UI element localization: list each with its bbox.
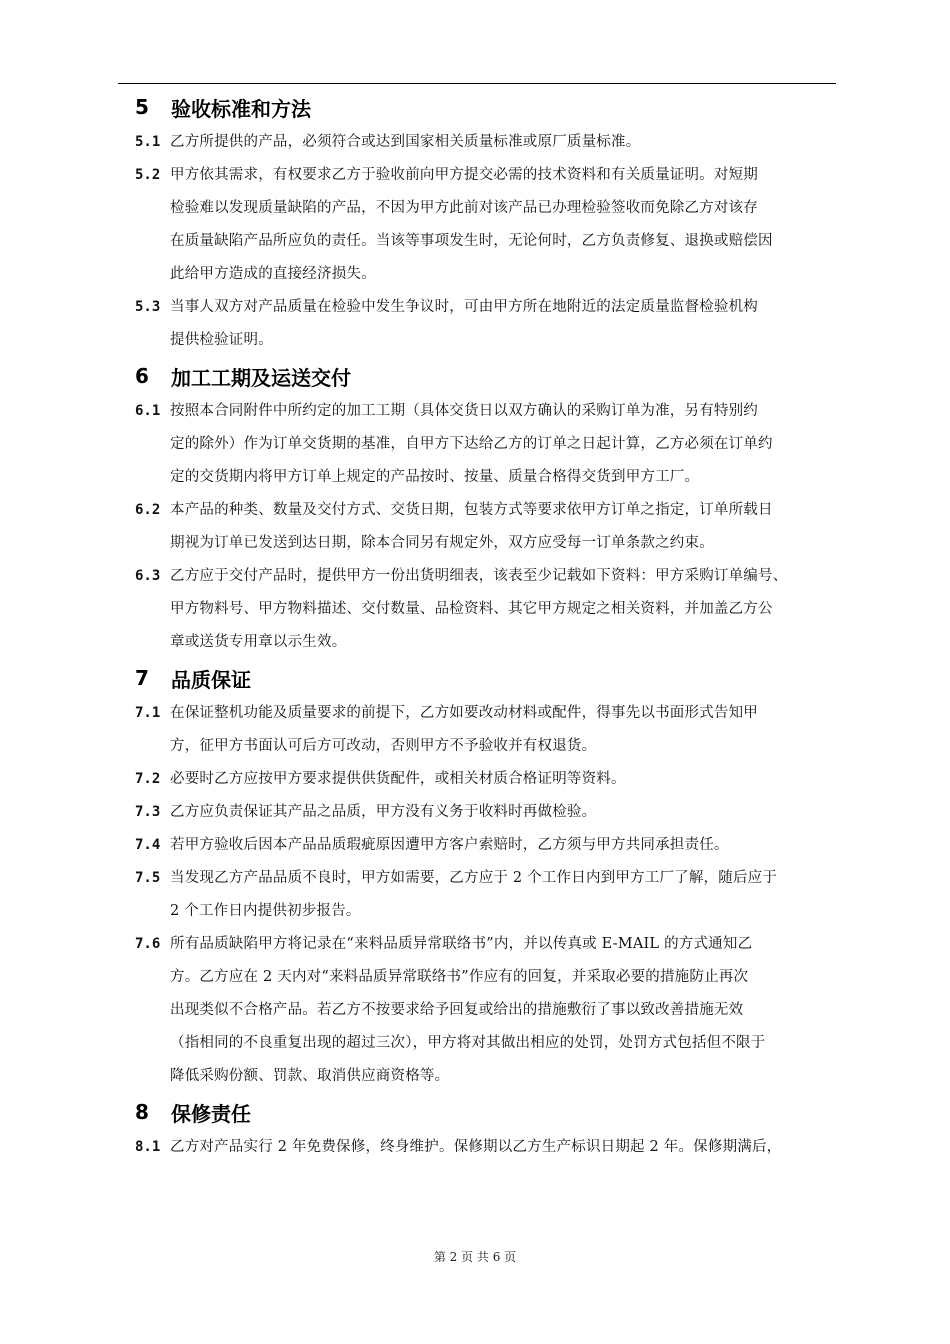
section-title: 保修责任 <box>171 1101 251 1126</box>
clause-line: 乙方对产品实行 2 年免费保修，终身维护。保修期以乙方生产标识日期起 2 年。保修期满后， <box>170 1139 782 1155</box>
clause <box>135 395 840 494</box>
clause-line: 按照本合同附件中所约定的加工工期（具体交货日以双方确认的采购订单为准，另有特别约 <box>170 403 758 419</box>
clause-text <box>170 763 840 796</box>
clause-line: 检验难以发现质量缺陷的产品，不因为甲方此前对该产品已办理检验签收而免除乙方对该存 <box>170 200 758 216</box>
clause-line: 在质量缺陷产品所应负的责任。当该等事项发生时，无论何时，乙方负责修复、退换或赔偿因 <box>170 233 773 249</box>
clause-line: 所有品质缺陷甲方将记录在“来料品质异常联络书”内，并以传真或 E-MAIL 的方式通知乙 <box>170 936 753 952</box>
clause-number: 5.3 <box>135 299 161 315</box>
clause-number: 7.1 <box>135 705 161 721</box>
section-title: 品质保证 <box>171 667 251 692</box>
clause-text <box>170 796 840 829</box>
clause <box>135 126 840 159</box>
clause-line: 章或送货专用章以示生效。 <box>170 634 347 650</box>
clause-text <box>170 291 840 357</box>
clause-text <box>170 697 840 763</box>
clause-line: 2 个工作日内提供初步报告。 <box>170 903 361 919</box>
clause-number: 7.5 <box>135 870 161 886</box>
clause-line: 乙方应于交付产品时，提供甲方一份出货明细表，该表至少记载如下资料：甲方采购订单编号、 <box>170 568 788 584</box>
document-body <box>135 88 840 1164</box>
clause-line: （指相同的不良重复出现的超过三次），甲方将对其做出相应的处罚，处罚方式包括但不限于 <box>170 1035 766 1051</box>
clause-text <box>170 395 840 494</box>
section-number: 5 <box>135 95 149 119</box>
clause-line: 方，征甲方书面认可后方可改动，否则甲方不予验收并有权退货。 <box>170 738 597 754</box>
clause <box>135 763 840 796</box>
clause-text <box>170 494 840 560</box>
clause <box>135 862 840 928</box>
clause <box>135 829 840 862</box>
clause <box>135 159 840 291</box>
clause-text <box>170 928 840 1093</box>
clause-line: 定的除外）作为订单交货期的基准，自甲方下达给乙方的订单之日起计算，乙方必须在订单约 <box>170 436 773 452</box>
section-number: 6 <box>135 364 149 388</box>
clause-line: 若甲方验收后因本产品品质瑕疵原因遭甲方客户索赔时，乙方须与甲方共同承担责任。 <box>170 837 729 853</box>
clause-number: 5.2 <box>135 167 161 183</box>
section-number: 7 <box>135 666 149 690</box>
clause-line: 此给甲方造成的直接经济损失。 <box>170 266 376 282</box>
clause-number: 7.4 <box>135 837 161 853</box>
clause-number: 8.1 <box>135 1139 161 1155</box>
clause-text <box>170 1131 840 1164</box>
clause <box>135 928 840 1093</box>
clause-number: 6.2 <box>135 502 161 518</box>
clause-line: 甲方依其需求，有权要求乙方于验收前向甲方提交必需的技术资料和有关质量证明。对短期 <box>170 167 758 183</box>
page-footer: 第 2 页 共 6 页 <box>433 1250 517 1264</box>
clause <box>135 697 840 763</box>
section-heading <box>135 659 840 697</box>
clause-line: 降低采购份额、罚款、取消供应商资格等。 <box>170 1068 450 1084</box>
clause-number: 7.3 <box>135 804 161 820</box>
section-title: 加工工期及运送交付 <box>171 365 351 390</box>
clause <box>135 291 840 357</box>
clause-line: 期视为订单已发送到达日期，除本合同另有规定外，双方应受每一订单条款之约束。 <box>170 535 714 551</box>
clause <box>135 560 840 659</box>
clause-line: 本产品的种类、数量及交付方式、交货日期，包装方式等要求依甲方订单之指定，订单所载日 <box>170 502 773 518</box>
clause-line: 甲方物料号、甲方物料描述、交付数量、品检资料、其它甲方规定之相关资料，并加盖乙方公 <box>170 601 773 617</box>
section-number: 8 <box>135 1100 149 1124</box>
clause-line: 提供检验证明。 <box>170 332 273 348</box>
clause-text <box>170 159 840 291</box>
clause-line: 必要时乙方应按甲方要求提供供货配件，或相关材质合格证明等资料。 <box>170 771 626 787</box>
header-rule <box>118 83 836 84</box>
section-heading <box>135 357 840 395</box>
section-heading <box>135 88 840 126</box>
clause-line: 当发现乙方产品品质不良时，甲方如需要，乙方应于 2 个工作日内到甲方工厂了解，随后应于 <box>170 870 778 886</box>
section-heading <box>135 1093 840 1131</box>
clause-number: 6.1 <box>135 403 161 419</box>
clause-line: 出现类似不合格产品。若乙方不按要求给予回复或给出的措施敷衍了事以致改善措施无效 <box>170 1002 744 1018</box>
clause-line: 乙方应负责保证其产品之品质，甲方没有义务于收料时再做检验。 <box>170 804 597 820</box>
clause-line: 当事人双方对产品质量在检验中发生争议时，可由甲方所在地附近的法定质量监督检验机构 <box>170 299 758 315</box>
clause-number: 5.1 <box>135 134 161 150</box>
clause-line: 方。乙方应在 2 天内对“来料品质异常联络书”作应有的回复，并采取必要的措施防止再次 <box>170 969 749 985</box>
clause-text <box>170 829 840 862</box>
clause-line: 定的交货期内将甲方订单上规定的产品按时、按量、质量合格得交货到甲方工厂。 <box>170 469 700 485</box>
clause-number: 7.6 <box>135 936 161 952</box>
clause-text <box>170 862 840 928</box>
clause-text <box>170 560 840 659</box>
clause <box>135 1131 840 1164</box>
section-title: 验收标准和方法 <box>171 96 311 121</box>
clause <box>135 494 840 560</box>
clause-line: 乙方所提供的产品，必须符合或达到国家相关质量标准或原厂质量标准。 <box>170 134 641 150</box>
clause-number: 6.3 <box>135 568 161 584</box>
clause-line: 在保证整机功能及质量要求的前提下，乙方如要改动材料或配件，得事先以书面形式告知甲 <box>170 705 758 721</box>
clause-number: 7.2 <box>135 771 161 787</box>
clause-text <box>170 126 840 159</box>
clause <box>135 796 840 829</box>
